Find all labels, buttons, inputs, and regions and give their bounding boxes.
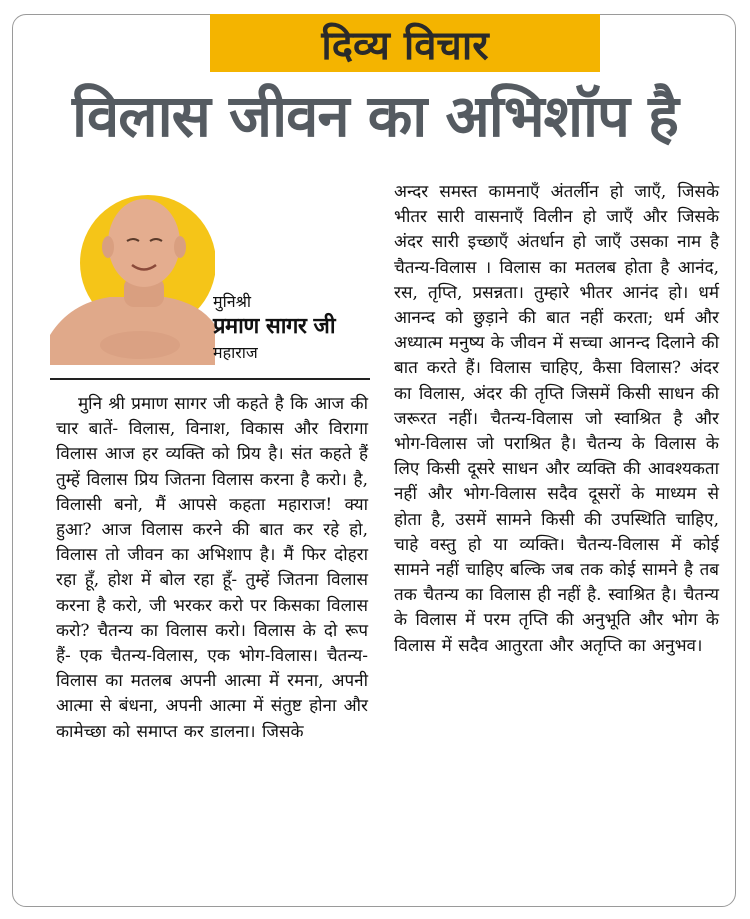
- photo-head: [108, 199, 180, 287]
- author-prefix: मुनिश्री: [213, 292, 252, 311]
- author-name: प्रमाण सागर जी: [213, 314, 336, 339]
- author-photo: [50, 185, 215, 365]
- photo-chest-shadow: [100, 331, 180, 359]
- article-right-column: अन्दर समस्त कामनाएँ अंतर्लीन हो जाएँ, जिसके भीतर सारी वासनाएँ विलीन हो जाएँ और जिसके अंदर सारी इच्छाएँ अंतर्धान हो जाएँ उसका नाम है चैतन्य-विलास । विलास का मतलब होता है आनंद, रस, तृप्ति, प्रसन्नता। तुम्हारे भीतर आनंद हो। धर्म आनन्द को छुड़ाने की बात नहीं करता; धर्म और अध्यात्म मनुष्य के जीवन में सच्चा आनन्द दिलाने की बात करते हैं। विलास चाहिए, कैसा विलास? अंदर का विलास, अंदर की तृप्ति जिसमें किसी साधन की जरूरत नहीं। चैतन्य-विलास जो स्वाश्रित है और भोग-विलास जो पराश्रित है। चैतन्य के विलास के लिए किसी दूसरे साधन और व्यक्ति की आवश्यकता नहीं और भोग-विलास सदैव दूसरों के माध्यम से होता है, उसमें सामने किसी की उपस्थिति चाहिए, चाहे वस्तु हो या व्यक्ति। चैतन्य-विलास में कोई सामने नहीं चाहिए बल्कि जब तक कोई सामने है तब तक चैतन्य का विलास ही नहीं है. स्वाश्रित है। चैतन्य के विलास में परम तृप्ति की अनुभूति और भोग के विलास में सदैव आतुरता और अतृप्ति का अनुभव।: [394, 182, 719, 656]
- photo-left-ear: [102, 236, 114, 258]
- author-caption: [213, 292, 335, 364]
- caption-divider: [50, 378, 370, 380]
- article-headline: विलास जीवन का अभिशॉप है: [72, 82, 678, 150]
- section-title: दिव्य विचार: [321, 22, 489, 69]
- article-left-column: मुनि श्री प्रमाण सागर जी कहते है कि आज की चार बातें- विलास, विनाश, विकास और विरागा विलास आज हर व्यक्ति को प्रिय है। संत कहते हैं तुम्हें विलास प्रिय जितना विलास करना है करो। है, विलासी बनो, मैं आपसे कहता महाराज! क्या हुआ? आज विलास करने की बात कर रहे हो, विलास तो जीवन का अभिशाप है। मैं फिर दोहरा रहा हूँ, होश में बोल रहा हूँ- तुम्हें जितना विलास करना है करो, जी भरकर करो पर किसका विलास करो? चैतन्य का विलास करो। विलास के दो रूप हैं- एक चैतन्य-विलास, एक भोग-विलास। चैतन्य-विलास का मतलब अपनी आत्मा में रमना, अपनी आत्मा से बंधना, अपनी आत्मा में संतुष्ट होना और कामेच्छा को समाप्त कर डालना। जिसके: [56, 394, 368, 742]
- photo-right-ear: [174, 236, 186, 258]
- section-banner: [210, 14, 600, 72]
- author-suffix: महाराज: [213, 343, 258, 362]
